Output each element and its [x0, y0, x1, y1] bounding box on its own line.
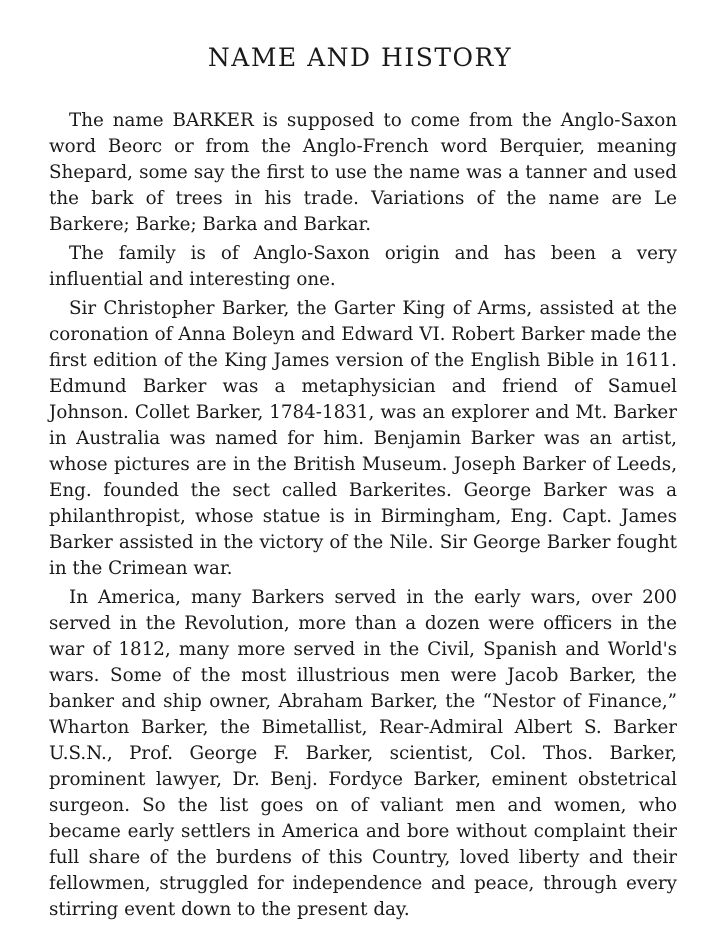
body-text [49, 108, 677, 926]
paragraph-name-origin: The name BARKER is supposed to come from the Anglo-Saxon word Beorc or from the Anglo-French word Berquier, meaning Shepard, some say the first to use the name was a tanner and used the bark of trees in his trade. Variations of the name are Le Barkere; Barke; Barka and Barkar. [49, 110, 677, 235]
page-title: NAME AND HISTORY [207, 43, 513, 72]
paragraph-notable-english-barkers: Sir Christopher Barker, the Garter King of Arms, assisted at the coronation of Anna Boleyn and Edward VI. Robert Barker made the first edition of the King James version of the English Bible in 1611. Edmund Barker was a metaphysician and friend of Samuel Johnson. Collet Barker, 1784-1831, was an explorer and Mt. Barker in Australia was named for him. Benjamin Barker was an artist, whose pictures are in the British Museum. Joseph Barker of Leeds, Eng. founded the sect called Barkerites. George Barker was a philanthropist, whose statue is in Birmingham, Eng. Capt. James Barker assisted in the victory of the Nile. Sir George Barker fought in the Crimean war. [49, 298, 677, 579]
paragraph-family-origin: The family is of Anglo-Saxon origin and has been a very influential and interesting one. [49, 243, 677, 290]
paragraph-american-barkers: In America, many Barkers served in the early wars, over 200 served in the Revolution, more than a dozen were officers in the war of 1812, many more served in the Civil, Spanish and World's wars. Some of the most illustrious men were Jacob Barker, the banker and ship owner, Abraham Barker, the “Nestor of Finance,” Wharton Barker, the Bimetallist, Rear-Admiral Albert S. Barker U.S.N., Prof. George F. Barker, scientist, Col. Thos. Barker, prominent lawyer, Dr. Benj. Fordyce Barker, eminent obstetrical surgeon. So the list goes on of valiant men and women, who became early settlers in America and bore without complaint their full share of the burdens of this Country, loved liberty and their fellowmen, struggled for independence and peace, through every stirring event down to the present day. [49, 587, 677, 920]
